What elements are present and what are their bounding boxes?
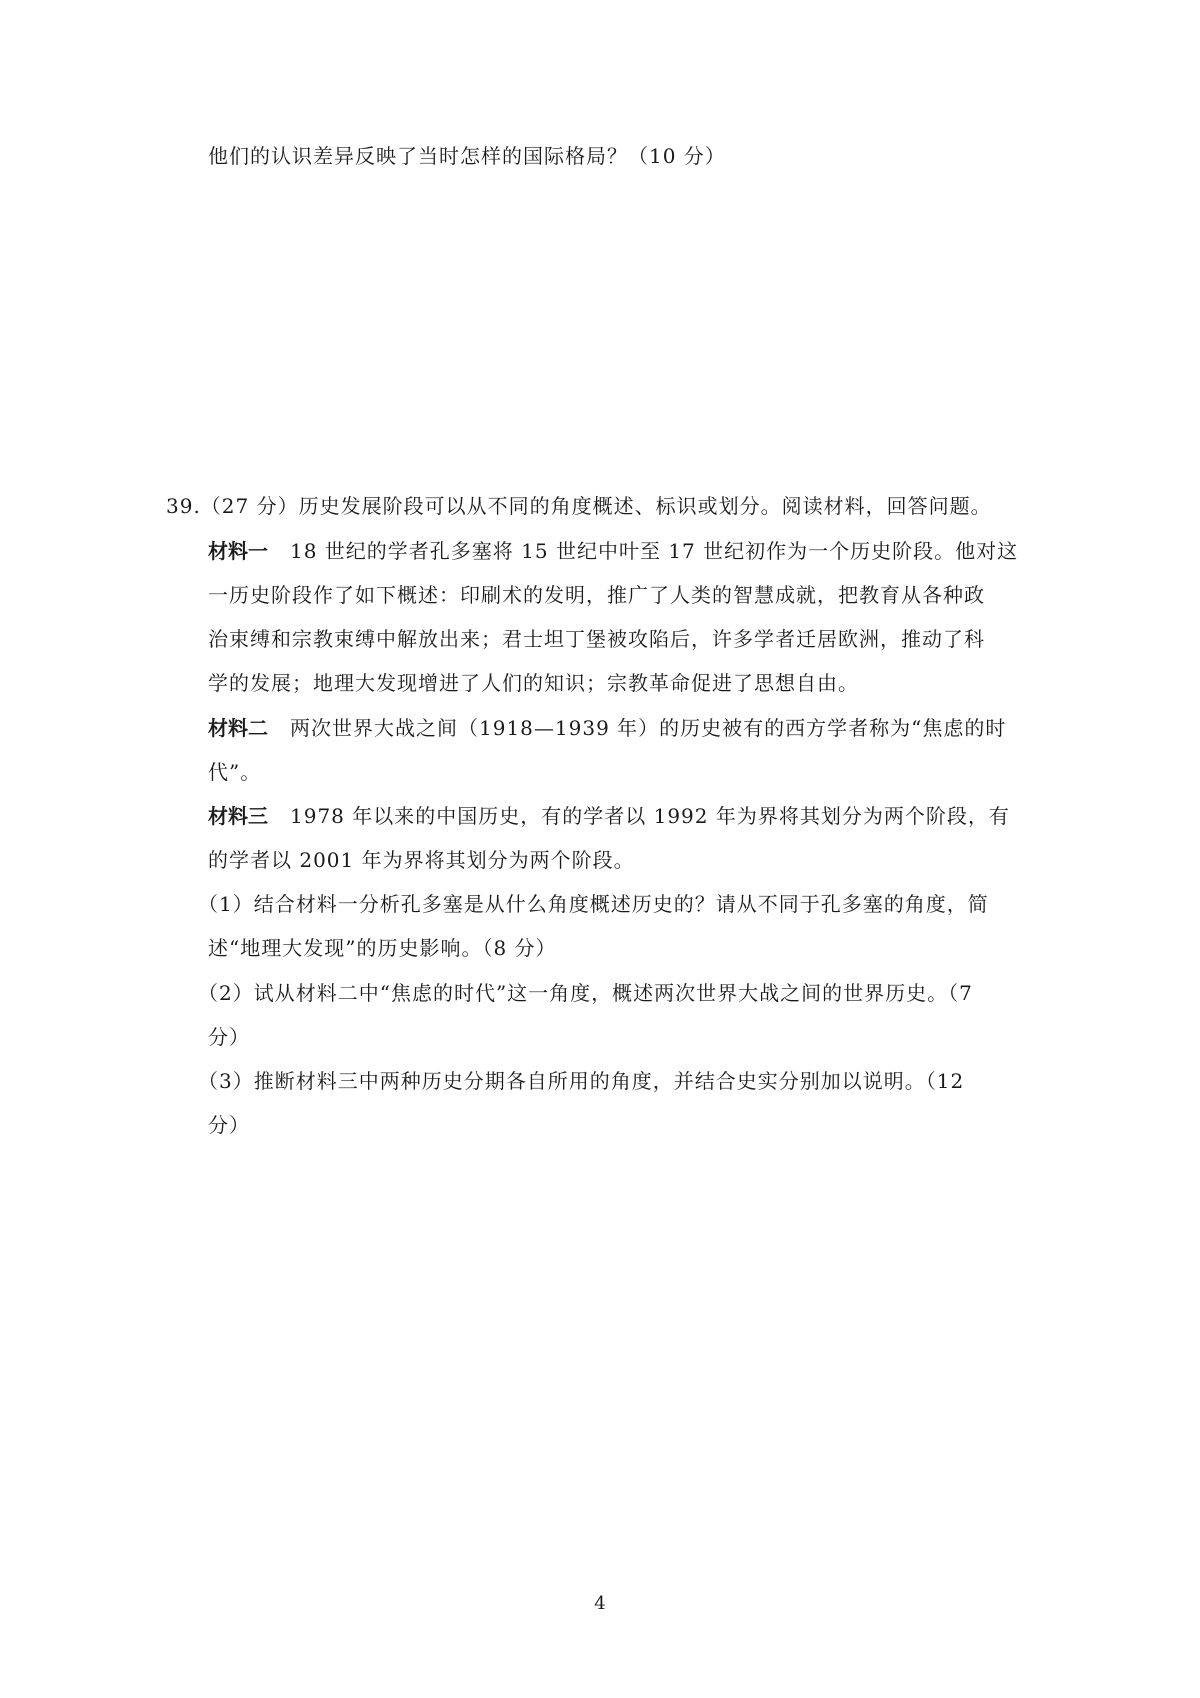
material-1-line-2: 一历史阶段作了如下概述：印刷术的发明，推广了人类的智慧成就，把教育从各种政	[208, 583, 985, 607]
material-3-line-2: 的学者以 2001 年为界将其划分为两个阶段。	[208, 848, 635, 872]
material-1-line-1	[208, 537, 1018, 565]
question-39-stem: 39.（27 分）历史发展阶段可以从不同的角度概述、标识或划分。阅读材料，回答问题。	[166, 494, 992, 518]
material-1-line-3: 治束缚和宗教束缚中解放出来；君士坦丁堡被攻陷后，许多学者迁居欧洲，推动了科	[208, 627, 985, 651]
material-2-text: 两次世界大战之间（1918—1939 年）的历史被有的西方学者称为“焦虑的时	[290, 716, 1007, 740]
material-2-label: 材料二	[208, 716, 268, 740]
subquestion-3-line-1: （3）推断材料三中两种历史分期各自所用的角度，并结合史实分别加以说明。（12	[198, 1069, 965, 1093]
subquestion-2-line-1: （2）试从材料二中“焦虑的时代”这一角度，概述两次世界大战之间的世界历史。（7	[198, 981, 973, 1005]
subquestion-3-line-2: 分）	[208, 1113, 250, 1137]
page-number: 4	[594, 1593, 606, 1614]
carryover-question-line: 他们的认识差异反映了当时怎样的国际格局？（10 分）	[208, 144, 726, 168]
subquestion-1-line-2: 述“地理大发现”的历史影响。（8 分）	[208, 936, 557, 960]
material-2-line-1	[208, 714, 1006, 742]
material-3-text: 1978 年以来的中国历史，有的学者以 1992 年为界将其划分为两个阶段，有	[290, 804, 1010, 828]
material-2-line-2: 代”。	[208, 760, 262, 784]
subquestion-2-line-2: 分）	[208, 1025, 250, 1049]
subquestion-1-line-1: （1）结合材料一分析孔多塞是从什么角度概述历史的？请从不同于孔多塞的角度，简	[198, 892, 989, 916]
material-3-line-1	[208, 802, 1010, 830]
material-1-text: 18 世纪的学者孔多塞将 15 世纪中叶至 17 世纪初作为一个历史阶段。他对这	[290, 539, 1019, 563]
material-1-label: 材料一	[208, 539, 268, 563]
material-1-line-4: 学的发展；地理大发现增进了人们的知识；宗教革命促进了思想自由。	[208, 671, 859, 695]
material-3-label: 材料三	[208, 804, 268, 828]
